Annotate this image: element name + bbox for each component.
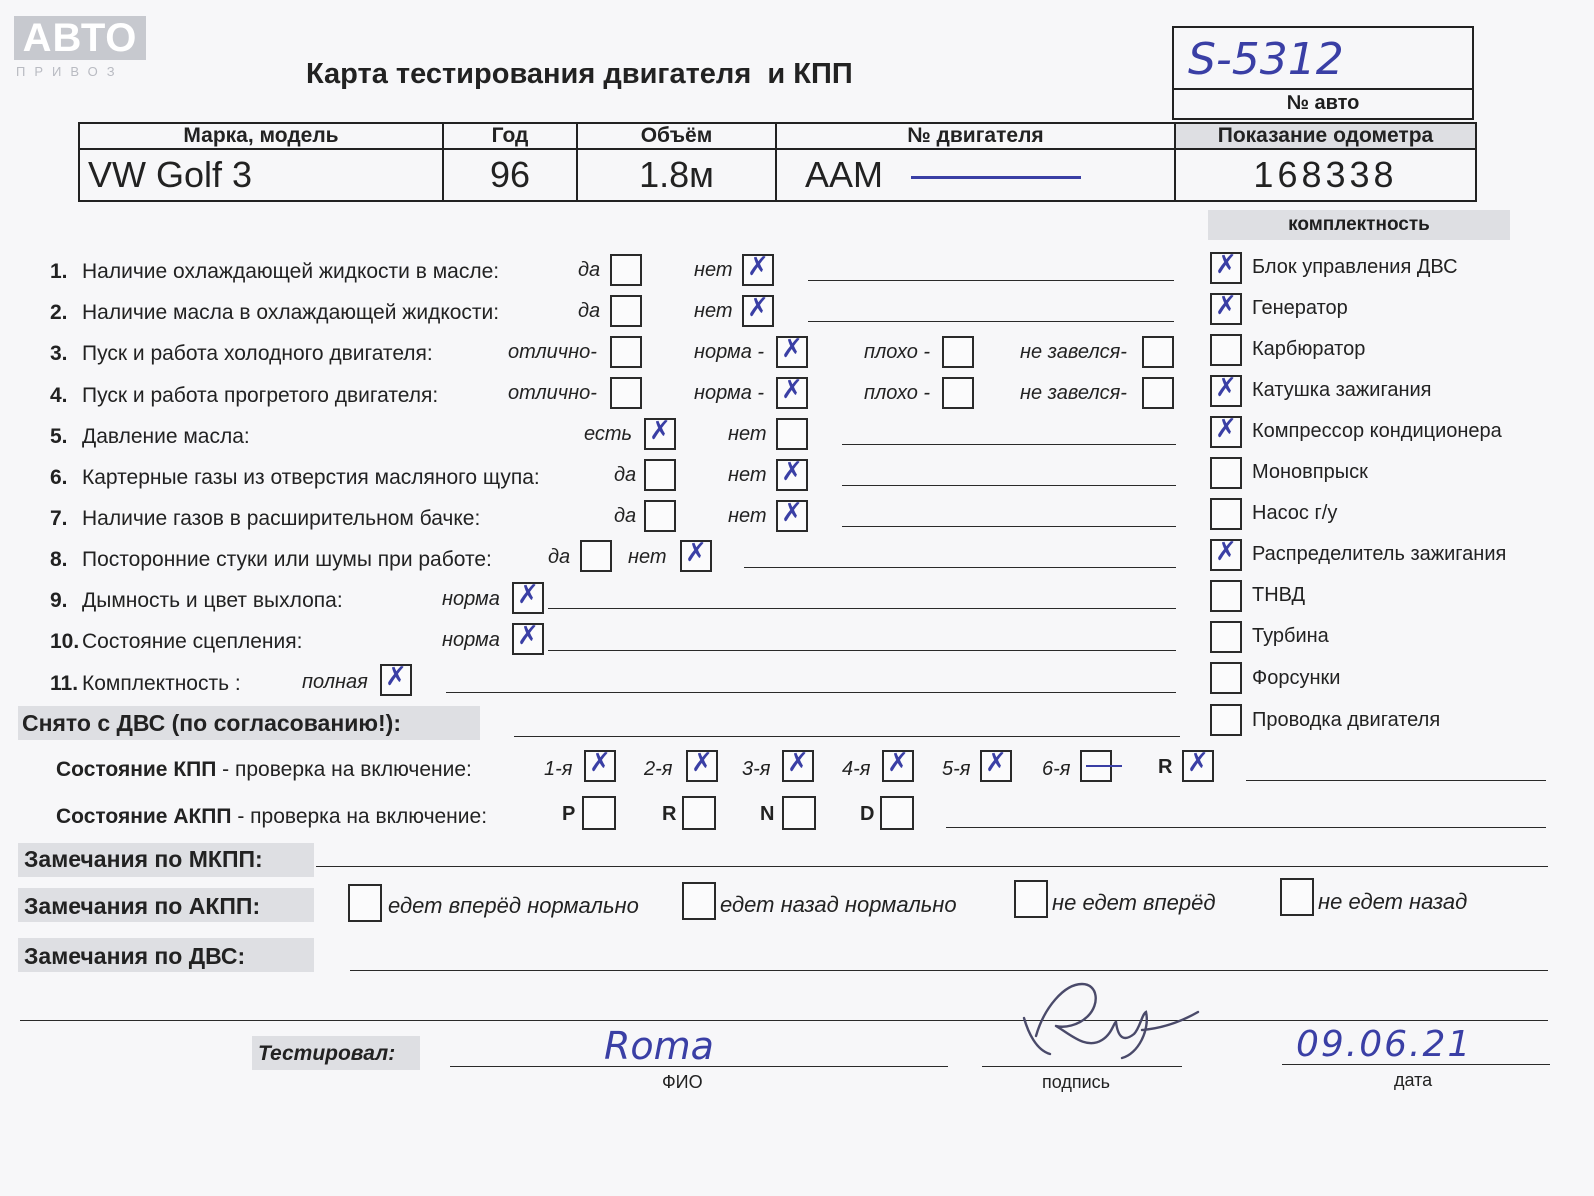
kit-item-label: Форсунки [1252, 667, 1341, 689]
checkbox-normal[interactable] [776, 377, 808, 409]
check-row-label: 2. Наличие масла в охлаждающей жидкости: [50, 301, 500, 324]
check-row-label: 4. Пуск и работа прогретого двигателя: [50, 384, 439, 407]
check-mark: ✗ [1215, 291, 1237, 321]
vehicle-info-table [78, 122, 1477, 202]
check-mark: ✗ [517, 580, 539, 610]
akpp-option-label: едет назад нормально [720, 892, 957, 917]
kit-item-label: Карбюратор [1252, 338, 1366, 360]
akpp-checkbox-r[interactable] [682, 796, 716, 830]
checkbox-bad[interactable] [942, 336, 974, 368]
check-row-label: 5. Давление масла: [50, 425, 250, 448]
col-year: Год [443, 123, 577, 149]
checkbox-normal[interactable] [512, 623, 544, 655]
check-row-label: 6. Картерные газы из отверстия масляного щупа: [50, 466, 540, 489]
auto-number-box [1172, 26, 1474, 120]
option-label: да [614, 505, 637, 527]
gear-checkbox-6[interactable] [1080, 750, 1112, 782]
check-mark: ✗ [781, 334, 803, 364]
kit-checkbox[interactable] [1210, 457, 1242, 489]
check-mark: ✗ [691, 748, 713, 778]
check-mark: ✗ [649, 416, 671, 446]
option-label: норма - [694, 382, 765, 404]
kit-checkbox[interactable] [1210, 662, 1242, 694]
avto-privoz-logo [14, 16, 146, 79]
kit-checkbox[interactable] [1210, 498, 1242, 530]
option-label: плохо - [864, 341, 931, 363]
kit-checkbox[interactable] [1210, 334, 1242, 366]
check-mark: ✗ [985, 748, 1007, 778]
check-mark: ✗ [589, 748, 611, 778]
gear-label: 1-я [544, 758, 573, 780]
checkbox-yes[interactable] [610, 254, 642, 286]
option-label: нет [728, 423, 767, 445]
checkbox-not-started[interactable] [1142, 377, 1174, 409]
akpp-mode-label: R [662, 803, 677, 825]
gear-checkbox-r[interactable] [1182, 750, 1214, 782]
page-title: Карта тестирования двигателя и КПП [306, 58, 853, 90]
check-mark: ✗ [385, 662, 407, 692]
kit-checkbox[interactable] [1210, 252, 1242, 284]
checkbox-no[interactable] [742, 295, 774, 327]
col-volume: Объём [577, 123, 776, 149]
check-mark: ✗ [1215, 250, 1237, 280]
akpp-reverse-normal-checkbox[interactable] [682, 882, 716, 920]
remarks-akpp-label: Замечания по АКПП: [24, 893, 261, 919]
signature-label: подпись [1042, 1072, 1111, 1092]
checkbox-bad[interactable] [942, 377, 974, 409]
check-mark: ✗ [1215, 373, 1237, 403]
check-row-label: 9. Дымность и цвет выхлопа: [50, 589, 343, 612]
option-label: отлично- [508, 382, 597, 404]
checkbox-excellent[interactable] [610, 377, 642, 409]
option-label: нет [728, 464, 767, 486]
option-label: да [548, 546, 571, 568]
check-mark: ✗ [1215, 414, 1237, 444]
check-mark: ✗ [517, 621, 539, 651]
date-label: дата [1394, 1070, 1433, 1090]
check-mark: ✗ [781, 498, 803, 528]
value-odometer: 168338 [1175, 149, 1476, 201]
akpp-option-label: едет вперёд нормально [388, 893, 639, 918]
gear-checkbox-2[interactable] [686, 750, 718, 782]
checkbox-no[interactable] [742, 254, 774, 286]
check-mark: ✗ [1215, 537, 1237, 567]
gear-checkbox-1[interactable] [584, 750, 616, 782]
kit-item-label: Турбина [1252, 625, 1329, 647]
akpp-checkbox-n[interactable] [782, 796, 816, 830]
col-engine-no: № двигателя [776, 123, 1175, 149]
logo-subtext: ПРИВОЗ [16, 64, 124, 79]
option-label: есть [584, 423, 633, 445]
kit-item-label: Проводка двигателя [1252, 709, 1441, 731]
option-label: норма [442, 588, 500, 610]
option-label: да [578, 259, 601, 281]
gear-label: 5-я [942, 758, 971, 780]
option-label: не завелся- [1020, 382, 1127, 404]
auto-number-value: S-5312 [1188, 34, 1344, 85]
checkbox-normal[interactable] [776, 336, 808, 368]
checkbox-full[interactable] [380, 664, 412, 696]
logo-text: АВТО [14, 16, 146, 60]
remarks-mkpp-label: Замечания по МКПП: [24, 846, 263, 872]
check-mark: ✗ [747, 252, 769, 282]
check-mark: ✗ [747, 293, 769, 323]
checkbox-yes[interactable] [644, 459, 676, 491]
checkbox-no[interactable] [680, 540, 712, 572]
akpp-option-label: не едет вперёд [1052, 890, 1216, 915]
check-mark: ✗ [1187, 748, 1209, 778]
fio-label: ФИО [662, 1072, 703, 1092]
gear-label: R [1158, 756, 1173, 778]
option-label: нет [694, 300, 733, 322]
kit-item-label: Распределитель зажигания [1252, 543, 1507, 565]
akpp-mode-label: N [760, 803, 775, 825]
col-odometer: Показание одометра [1175, 123, 1476, 149]
option-label: нет [728, 505, 767, 527]
akpp-checkbox-d[interactable] [880, 796, 914, 830]
akpp-no-forward-checkbox[interactable] [1014, 880, 1048, 918]
option-label: нет [628, 546, 667, 568]
akpp-mode-label: P [562, 803, 576, 825]
kit-title: комплектность [1288, 214, 1430, 235]
checkbox-excellent[interactable] [610, 336, 642, 368]
kit-checkbox[interactable] [1210, 580, 1242, 612]
option-label: полная [302, 671, 368, 693]
kit-item-label: Насос г/у [1252, 502, 1338, 524]
value-make-model: VW Golf 3 [79, 149, 443, 201]
tested-label: Тестировал: [258, 1042, 396, 1065]
removed-label: Снято с ДВС (по согласованию!): [22, 710, 401, 736]
value-year: 96 [443, 149, 577, 201]
option-label: не завелся- [1020, 341, 1127, 363]
check-row-label: 3. Пуск и работа холодного двигателя: [50, 342, 433, 365]
gear-label: 2-я [644, 758, 673, 780]
check-mark: ✗ [781, 375, 803, 405]
gear-checkbox-4[interactable] [882, 750, 914, 782]
checkbox-present[interactable] [644, 418, 676, 450]
test-date: 09.06.21 [1296, 1024, 1473, 1065]
auto-number-label: № авто [1286, 92, 1360, 114]
kit-item-label: Моновпрыск [1252, 461, 1368, 483]
kit-item-label: Компрессор кондиционера [1252, 420, 1502, 442]
kit-item-label: Генератор [1252, 297, 1348, 319]
akpp-label: Состояние АКПП - проверка на включение: [56, 805, 488, 828]
gear-label: 4-я [842, 758, 871, 780]
kit-item-label: Блок управления ДВС [1252, 256, 1458, 278]
option-label: плохо - [864, 382, 931, 404]
kit-checkbox[interactable] [1210, 704, 1242, 736]
akpp-no-reverse-checkbox[interactable] [1280, 878, 1314, 916]
gear-checkbox-3[interactable] [782, 750, 814, 782]
akpp-option-label: не едет назад [1318, 889, 1468, 914]
checkbox-yes[interactable] [580, 540, 612, 572]
kit-checkbox[interactable] [1210, 375, 1242, 407]
option-label: норма [442, 629, 500, 651]
value-engine-no: AAM [776, 149, 1175, 201]
remarks-dvs-label: Замечания по ДВС: [24, 943, 246, 969]
kit-item-label: ТНВД [1252, 584, 1306, 606]
option-label: нет [694, 259, 733, 281]
option-label: да [578, 300, 601, 322]
checkbox-yes[interactable] [644, 500, 676, 532]
signature [1016, 978, 1206, 1070]
kit-checkbox[interactable] [1210, 293, 1242, 325]
kit-checkbox[interactable] [1210, 621, 1242, 653]
check-mark: ✗ [787, 748, 809, 778]
akpp-mode-label: D [860, 803, 875, 825]
checkbox-normal[interactable] [512, 582, 544, 614]
check-row-label: 8. Посторонние стуки или шумы при работе: [50, 548, 492, 571]
tester-name: Roma [604, 1024, 714, 1068]
value-volume: 1.8м [577, 149, 776, 201]
check-row-label: 1. Наличие охлаждающей жидкости в масле: [50, 260, 500, 283]
option-label: норма - [694, 341, 765, 363]
checkbox-no[interactable] [776, 500, 808, 532]
kpp-label: Состояние КПП - проверка на включение: [56, 758, 472, 781]
gear-label: 3-я [742, 758, 771, 780]
check-mark: ✗ [781, 457, 803, 487]
gear-label: 6-я [1042, 758, 1071, 780]
checkbox-not-started[interactable] [1142, 336, 1174, 368]
check-mark: ✗ [685, 538, 707, 568]
checkbox-absent[interactable] [776, 418, 808, 450]
option-label: да [614, 464, 637, 486]
check-mark: ✗ [887, 748, 909, 778]
kit-checkbox[interactable] [1210, 416, 1242, 448]
checkbox-yes[interactable] [610, 295, 642, 327]
option-label: отлично- [508, 341, 597, 363]
check-row-label: 10. Состояние сцепления: [50, 630, 303, 653]
akpp-forward-normal-checkbox[interactable] [348, 884, 382, 922]
check-row-label: 11. Комплектность : [50, 672, 241, 695]
gear-checkbox-5[interactable] [980, 750, 1012, 782]
checkbox-no[interactable] [776, 459, 808, 491]
akpp-checkbox-p[interactable] [582, 796, 616, 830]
check-row-label: 7. Наличие газов в расширительном бачке: [50, 507, 481, 530]
col-make-model: Марка, модель [79, 123, 443, 149]
kit-checkbox[interactable] [1210, 539, 1242, 571]
kit-item-label: Катушка зажигания [1252, 379, 1432, 401]
